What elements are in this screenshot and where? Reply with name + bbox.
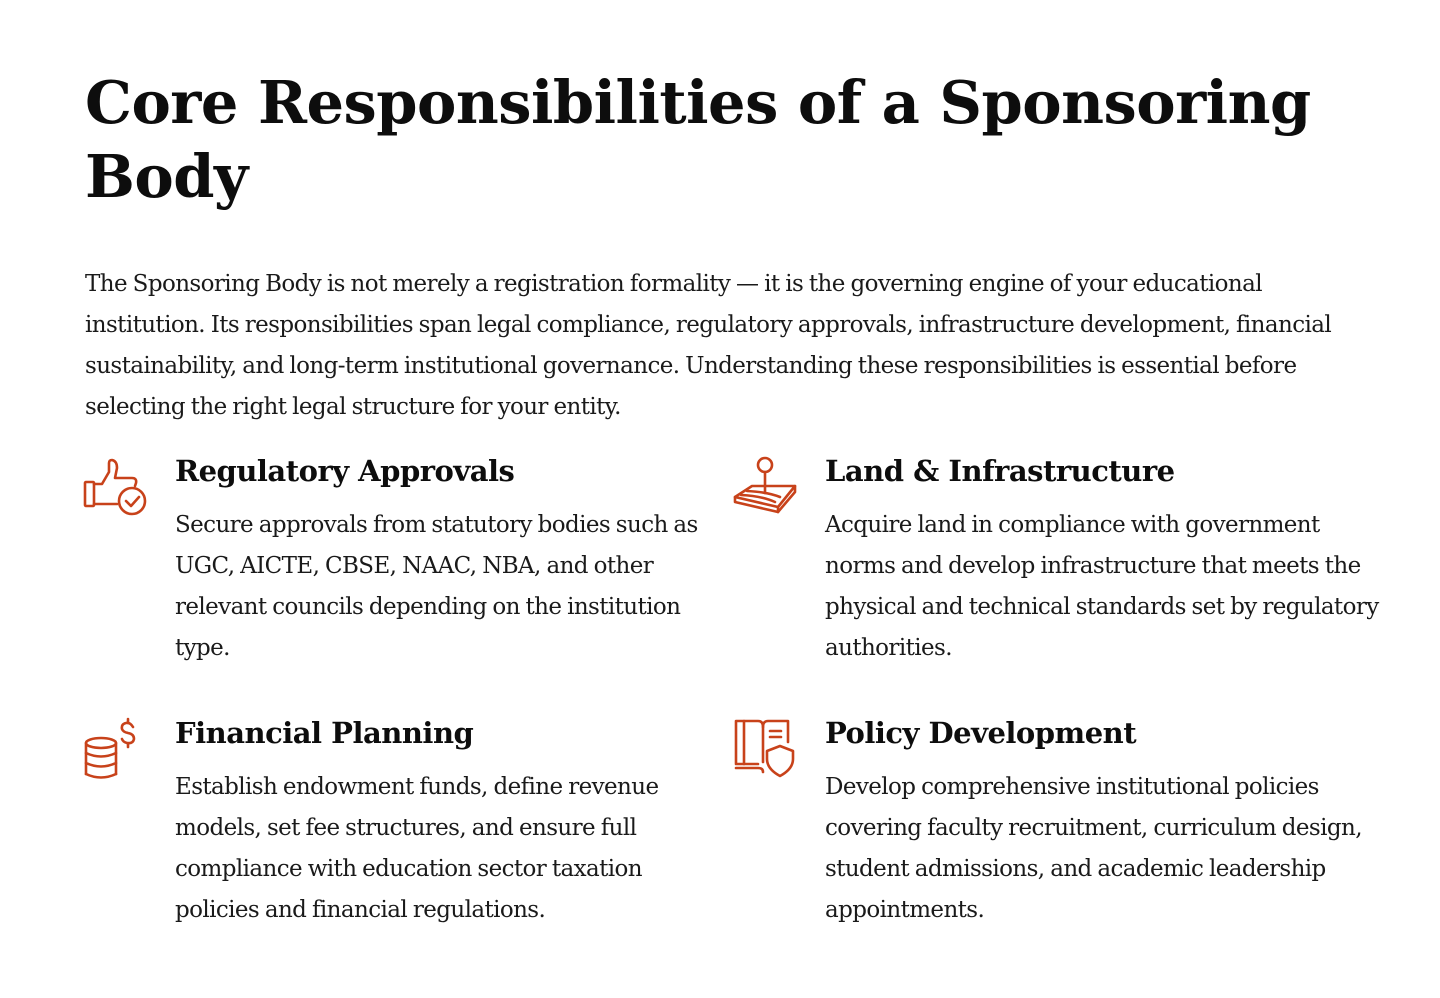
land-pin-icon	[732, 455, 798, 521]
responsibility-card-land-infrastructure	[825, 453, 1385, 669]
responsibility-card-policy-development	[825, 715, 1385, 931]
card-title: Policy Development	[825, 716, 1137, 750]
intro-paragraph: The Sponsoring Body is not merely a registration formality — it is the governing engine of your educational institution. Its responsibilities span legal compliance, regulatory approvals, infrastructure development, financial sustainability, and long-term institutional governance. Understanding these responsibilities is essential before selecting the right legal structure for your entity.	[85, 271, 1332, 420]
card-description: Acquire land in compliance with government norms and develop infrastructure that meets the physical and technical standards set by regulatory authorities.	[825, 512, 1379, 661]
card-description: Establish endowment funds, define revenue models, set fee structures, and ensure full compliance with education sector taxation policies and financial regulations.	[175, 774, 659, 923]
responsibility-card-regulatory-approvals	[175, 453, 715, 669]
book-shield-icon	[732, 717, 798, 783]
card-title: Financial Planning	[175, 716, 474, 750]
card-title: Regulatory Approvals	[175, 454, 515, 488]
coins-dollar-icon	[82, 717, 148, 783]
page-title: Core Responsibilities of a Sponsoring Body	[85, 68, 1311, 211]
card-description: Develop comprehensive institutional policies covering faculty recruitment, curriculum design, student admissions, and academic leadership appointments.	[825, 774, 1362, 923]
card-description: Secure approvals from statutory bodies such as UGC, AICTE, CBSE, NAAC, NBA, and other relevant councils depending on the institution type.	[175, 512, 698, 661]
responsibility-card-financial-planning	[175, 715, 715, 931]
card-title: Land & Infrastructure	[825, 454, 1175, 488]
thumbs-up-check-icon	[82, 455, 148, 521]
